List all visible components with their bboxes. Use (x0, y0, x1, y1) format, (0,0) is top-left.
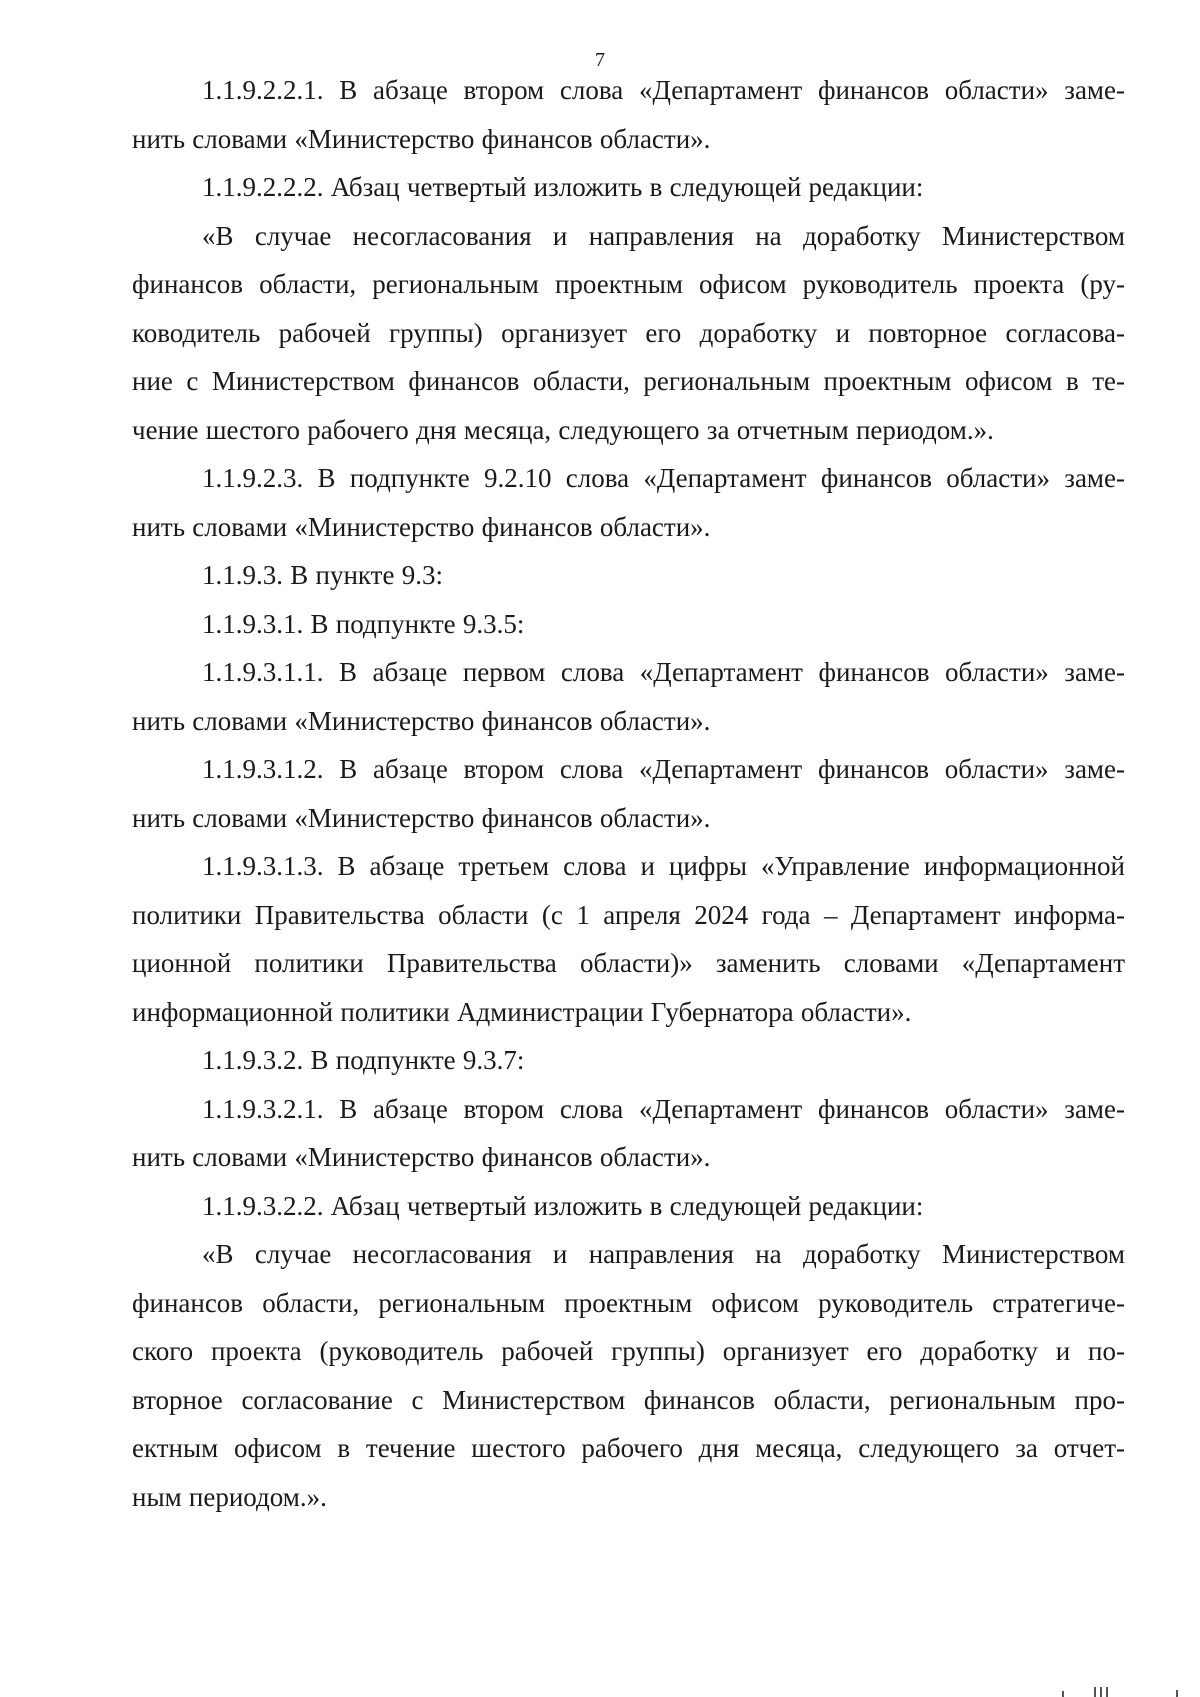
paragraph-line: 1.1.9.3.1.2. В абзаце втором слова «Департамент финансов области» заме- (202, 754, 1125, 784)
paragraph (132, 600, 1125, 649)
paragraph-line: 1.1.9.3.2.1. В абзаце втором слова «Департамент финансов области» заме- (202, 1093, 1125, 1124)
paragraph-line: 1.1.9.3.1.3. В абзаце третьем слова и цифры «Управление информационной (202, 851, 1125, 881)
paragraph (132, 454, 1125, 551)
paragraph-line: ководитель рабочей группы) организует его доработку и повторное согласова- (132, 317, 1125, 348)
paragraph (132, 1036, 1125, 1085)
paragraph-line: политики Правительства области (с 1 апреля 2024 года – Департамент информа- (132, 899, 1125, 930)
paragraph-line: 1.1.9.2.2.2. Абзац четвертый изложить в следующей редакции: (202, 172, 924, 202)
paragraph-line: 1.1.9.3.2.2. Абзац четвертый изложить в следующей редакции: (202, 1190, 924, 1221)
paragraph-line: нить словами «Министерство финансов области». (132, 511, 711, 542)
paragraph (132, 842, 1125, 1036)
paragraph-line: нить словами «Министерство финансов области». (132, 802, 711, 833)
paragraph (132, 66, 1125, 163)
paragraph-line: 1.1.9.3.1. В подпункте 9.3.5: (202, 608, 525, 639)
paragraph-line: финансов области, региональным проектным офисом руководитель проекта (ру- (132, 269, 1125, 299)
paragraph-line: «В случае несогласования и направления на доработку Министерством (202, 220, 1125, 251)
paragraph-line: ционной политики Правительства области)» заменить словами «Департамент (132, 948, 1125, 978)
paragraph-line: ние с Министерством финансов области, региональным проектным офисом в те- (132, 366, 1125, 396)
paragraph-line: 1.1.9.2.2.1. В абзаце втором слова «Департамент финансов области» заме- (202, 75, 1125, 105)
paragraph-line: ектным офисом в течение шестого рабочего дня месяца, следующего за отчет- (132, 1433, 1125, 1463)
paragraph-line: ского проекта (руководитель рабочей группы) организует его доработку и по- (132, 1336, 1125, 1366)
paragraph-line: нить словами «Министерство финансов области». (132, 1142, 711, 1172)
paragraph-line: 1.1.9.3.1.1. В абзаце первом слова «Департамент финансов области» заме- (202, 657, 1125, 687)
paragraph (132, 1230, 1125, 1521)
paragraph-line: нить словами «Министерство финансов области». (132, 123, 711, 154)
paragraph-line: чение шестого рабочего дня месяца, следующего за отчетным периодом.». (132, 414, 994, 445)
paragraph-line: вторное согласование с Министерством финансов области, региональным про- (132, 1384, 1125, 1415)
paragraph (132, 648, 1125, 745)
paragraph-line: 1.1.9.2.3. В подпункте 9.2.10 слова «Департамент финансов области» заме- (202, 463, 1125, 493)
page-number: 7 (595, 49, 605, 71)
paragraph-line: «В случае несогласования и направления на доработку Министерством (202, 1239, 1125, 1269)
paragraph-line: информационной политики Администрации Губернатора области». (132, 996, 912, 1027)
paragraph (132, 212, 1125, 455)
paragraph-line: 1.1.9.3. В пункте 9.3: (202, 560, 443, 590)
paragraph-line: финансов области, региональным проектным офисом руководитель стратегиче- (132, 1287, 1125, 1318)
document-body (132, 66, 1125, 1521)
paragraph (132, 1085, 1125, 1182)
paragraph-line: нить словами «Министерство финансов области». (132, 705, 711, 736)
paragraph (132, 745, 1125, 842)
paragraph-line: ным периодом.». (132, 1481, 327, 1512)
paragraph (132, 551, 1125, 600)
paragraph (132, 1182, 1125, 1231)
paragraph-line: 1.1.9.3.2. В подпункте 9.3.7: (202, 1045, 525, 1075)
paragraph (132, 163, 1125, 212)
scan-margin-marks (1062, 1683, 1182, 1697)
